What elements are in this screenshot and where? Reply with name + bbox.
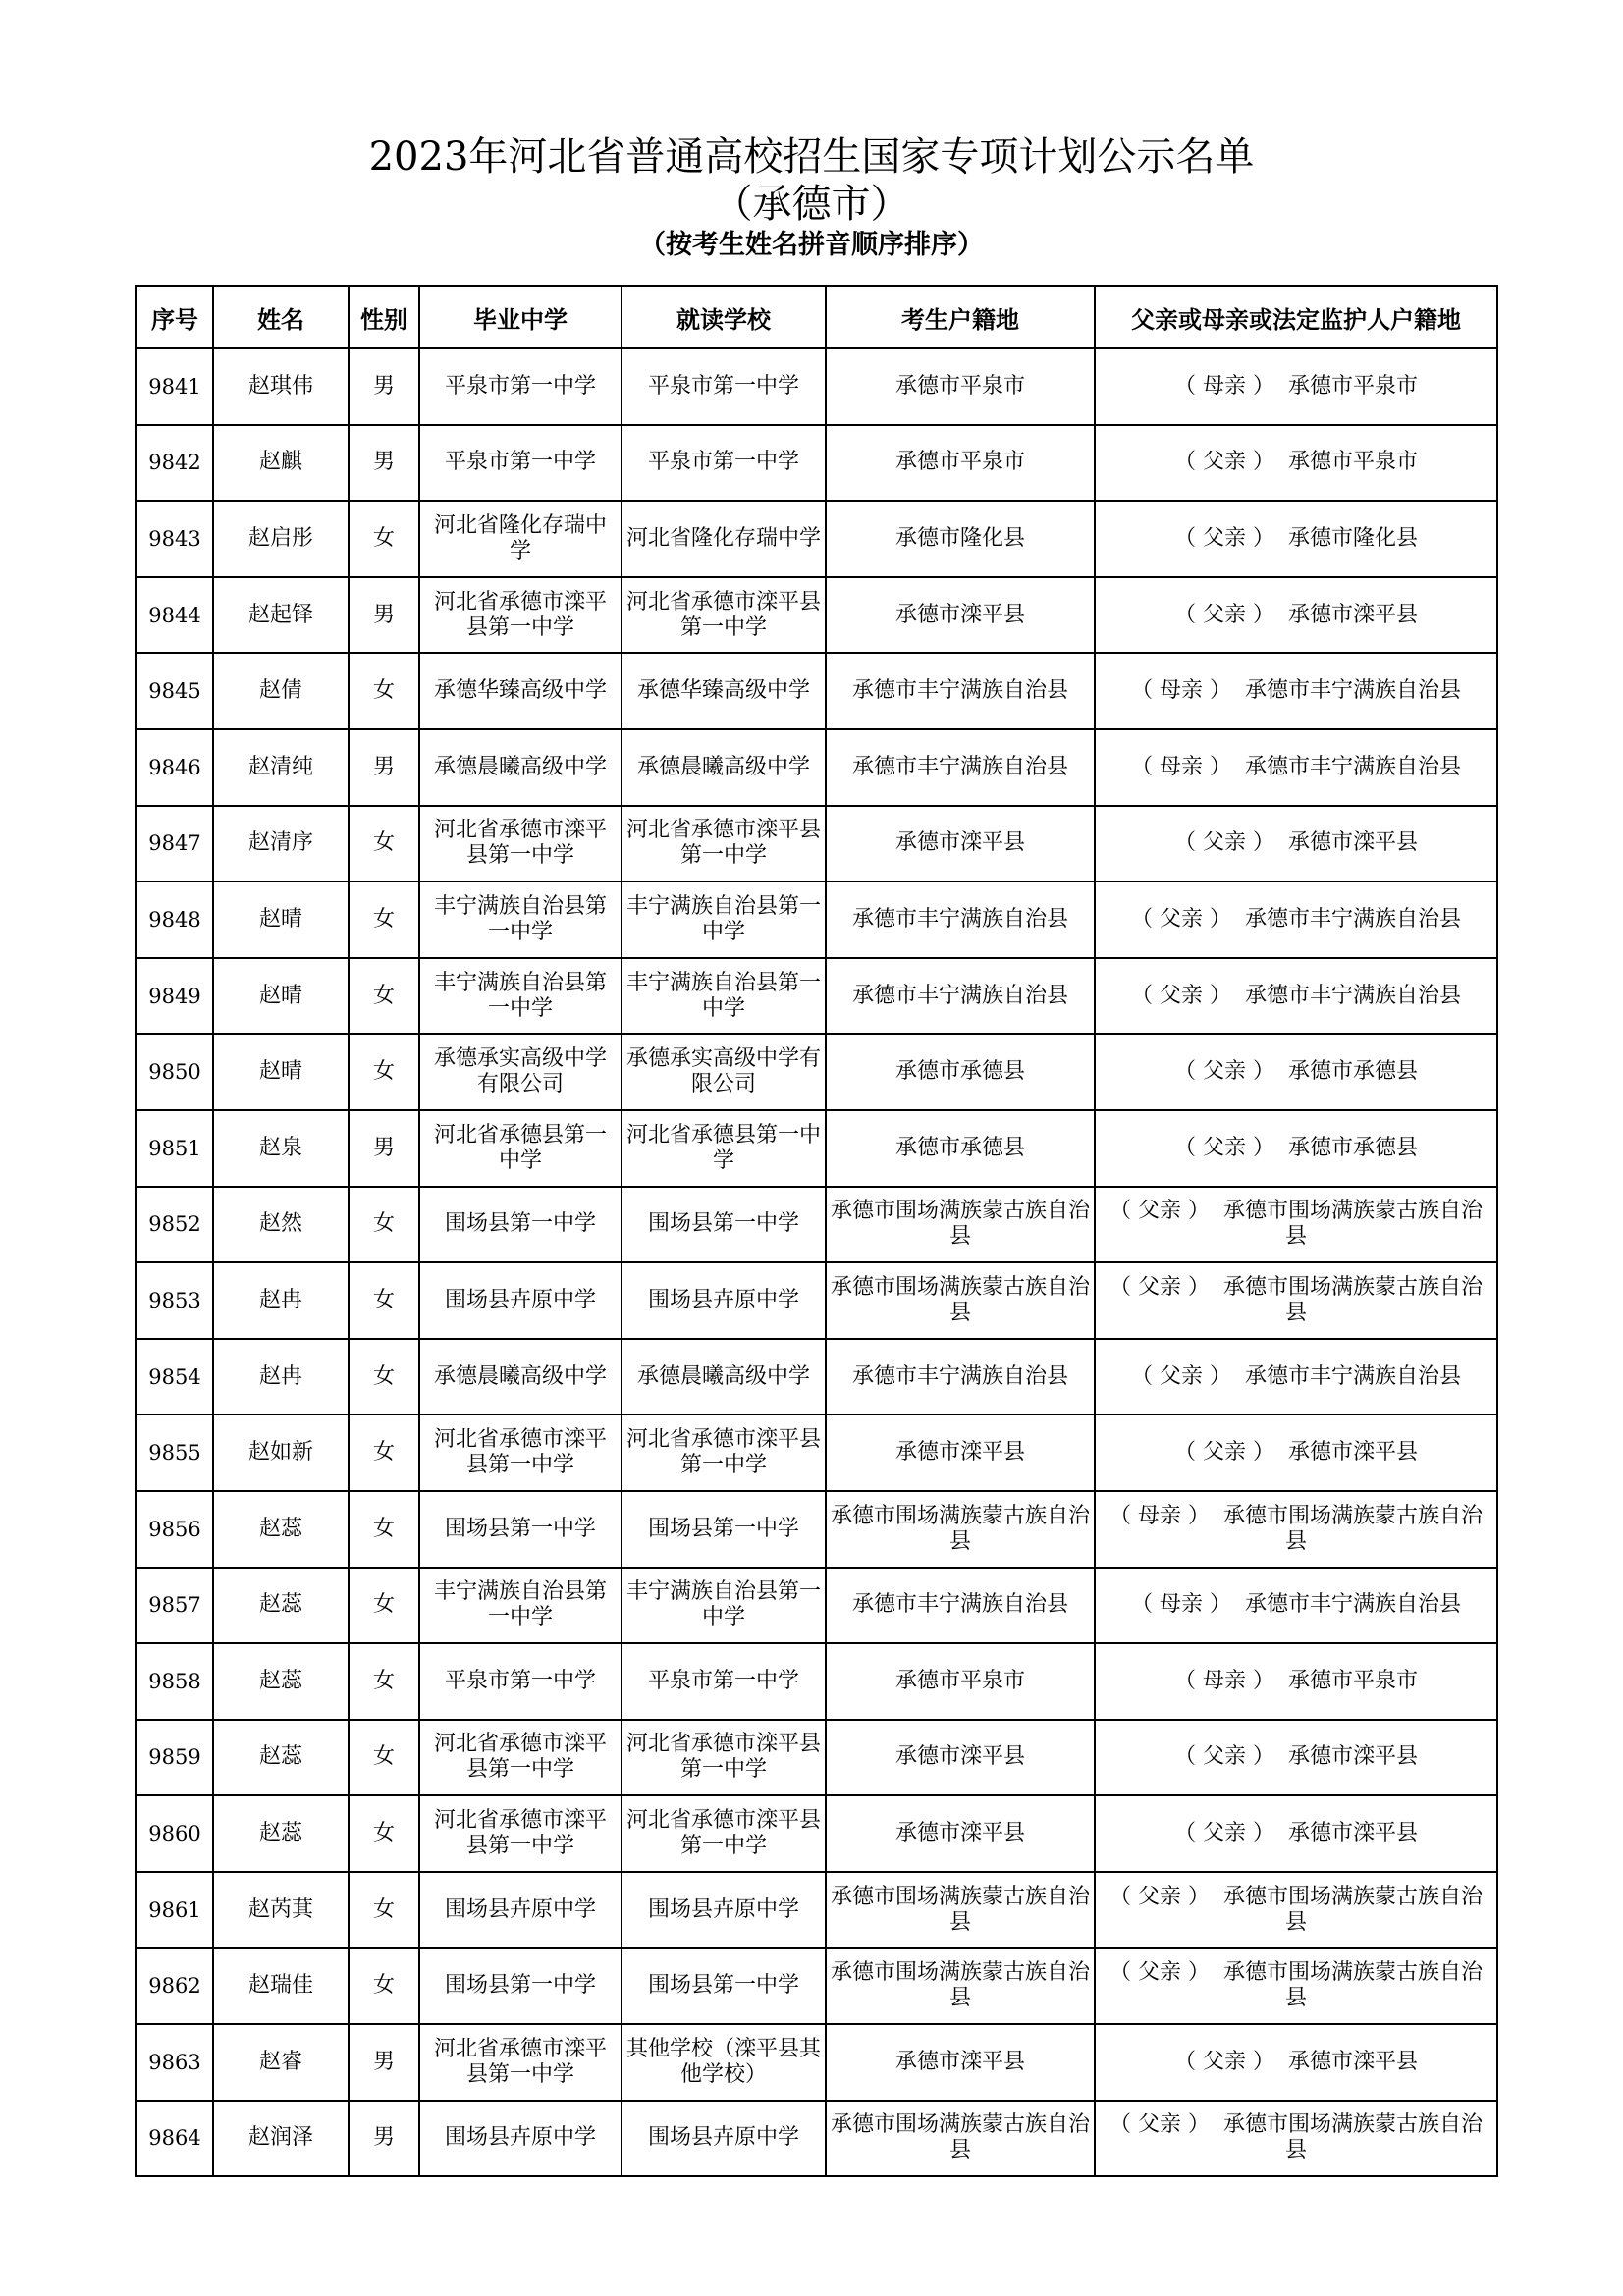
guardian-hukou-text: 承德市滦平县	[1287, 1821, 1418, 1846]
cell-current-school: 丰宁满族自治县第一中学	[622, 881, 826, 958]
cell-guardian-hukou	[1095, 577, 1497, 654]
sort-note: （按考生姓名拼音顺序排序）	[639, 230, 984, 260]
cell-gender: 男	[349, 2101, 419, 2177]
cell-seq: 9864	[136, 2101, 213, 2177]
cell-hukou: 承德市丰宁满族自治县	[826, 958, 1095, 1035]
cell-current-school: 围场县卉原中学	[622, 1872, 826, 1949]
col-header-hukou: 考生户籍地	[826, 286, 1095, 348]
cell-name: 赵晴	[213, 881, 349, 958]
cell-grad-school: 河北省承德市滦平县第一中学	[419, 2024, 622, 2101]
cell-current-school: 丰宁满族自治县第一中学	[622, 958, 826, 1035]
cell-grad-school: 河北省承德市滦平县第一中学	[419, 1720, 622, 1796]
col-header-grad-school: 毕业中学	[419, 286, 622, 348]
cell-name: 赵起铎	[213, 577, 349, 654]
cell-name: 赵冉	[213, 1262, 349, 1339]
cell-grad-school: 河北省承德县第一中学	[419, 1110, 622, 1187]
guardian-hukou-text: 承德市滦平县	[1287, 2049, 1418, 2074]
cell-grad-school: 承德晨曦高级中学	[419, 729, 622, 806]
cell-hukou: 承德市围场满族蒙古族自治县	[826, 1262, 1095, 1339]
cell-grad-school: 承德承实高级中学有限公司	[419, 1034, 622, 1110]
guardian-hukou-text: 承德市围场满族蒙古族自治县	[1222, 1960, 1483, 2011]
table-row	[136, 501, 1497, 577]
cell-current-school: 平泉市第一中学	[622, 348, 826, 425]
cell-guardian-hukou	[1095, 1720, 1497, 1796]
col-header-guardian-hukou: 父亲或母亲或法定监护人户籍地	[1095, 286, 1497, 348]
cell-current-school: 河北省承德市滦平县第一中学	[622, 1415, 826, 1491]
guardian-hukou-text: 承德市滦平县	[1287, 1744, 1418, 1770]
guardian-relation: （ 父亲 ）	[1109, 1960, 1210, 1986]
guardian-relation: （ 父亲 ）	[1109, 1884, 1210, 1909]
cell-seq: 9855	[136, 1415, 213, 1491]
guardian-hukou-text: 承德市丰宁满族自治县	[1244, 906, 1461, 932]
table-row	[136, 425, 1497, 502]
cell-grad-school: 河北省承德市滦平县第一中学	[419, 806, 622, 882]
cell-hukou: 承德市平泉市	[826, 425, 1095, 502]
cell-grad-school: 平泉市第一中学	[419, 348, 622, 425]
cell-seq: 9842	[136, 425, 213, 502]
cell-current-school: 围场县第一中学	[622, 1491, 826, 1568]
cell-gender: 女	[349, 1795, 419, 1872]
cell-hukou: 承德市围场满族蒙古族自治县	[826, 2101, 1095, 2177]
cell-grad-school: 围场县卉原中学	[419, 1872, 622, 1949]
guardian-relation: （ 母亲 ）	[1130, 678, 1231, 704]
cell-guardian-hukou	[1095, 1795, 1497, 1872]
cell-current-school: 其他学校（滦平县其他学校）	[622, 2024, 826, 2101]
cell-gender: 女	[349, 1872, 419, 1949]
guardian-hukou-text: 承德市平泉市	[1287, 373, 1418, 399]
cell-hukou: 承德市丰宁满族自治县	[826, 653, 1095, 729]
guardian-relation: （ 父亲 ）	[1109, 1199, 1210, 1224]
table-row	[136, 1568, 1497, 1644]
cell-gender: 女	[349, 501, 419, 577]
cell-seq: 9856	[136, 1491, 213, 1568]
cell-seq: 9849	[136, 958, 213, 1035]
guardian-relation: （ 父亲 ）	[1173, 450, 1274, 475]
cell-gender: 女	[349, 1568, 419, 1644]
guardian-relation: （ 父亲 ）	[1109, 2112, 1210, 2138]
roster-table	[135, 285, 1498, 2177]
cell-current-school: 河北省承德市滦平县第一中学	[622, 1720, 826, 1796]
cell-seq: 9843	[136, 501, 213, 577]
table-row	[136, 1262, 1497, 1339]
guardian-hukou-text: 承德市平泉市	[1287, 450, 1418, 475]
guardian-hukou-text: 承德市滦平县	[1287, 830, 1418, 856]
cell-name: 赵蕊	[213, 1795, 349, 1872]
cell-seq: 9862	[136, 1948, 213, 2024]
table-row	[136, 577, 1497, 654]
cell-name: 赵蕊	[213, 1568, 349, 1644]
cell-name: 赵清纯	[213, 729, 349, 806]
cell-seq: 9852	[136, 1187, 213, 1263]
guardian-relation: （ 父亲 ）	[1173, 1135, 1274, 1160]
table-row	[136, 348, 1497, 425]
cell-hukou: 承德市丰宁满族自治县	[826, 729, 1095, 806]
guardian-relation: （ 父亲 ）	[1109, 1274, 1210, 1300]
cell-current-school: 河北省承德市滦平县第一中学	[622, 806, 826, 882]
cell-name: 赵泉	[213, 1110, 349, 1187]
cell-hukou: 承德市滦平县	[826, 1795, 1095, 1872]
guardian-relation: （ 父亲 ）	[1173, 1821, 1274, 1846]
cell-guardian-hukou	[1095, 1262, 1497, 1339]
cell-gender: 男	[349, 1110, 419, 1187]
col-header-current-school: 就读学校	[622, 286, 826, 348]
cell-name: 赵倩	[213, 653, 349, 729]
cell-grad-school: 河北省隆化存瑞中学	[419, 501, 622, 577]
cell-guardian-hukou	[1095, 1948, 1497, 2024]
cell-seq: 9844	[136, 577, 213, 654]
cell-hukou: 承德市滦平县	[826, 577, 1095, 654]
guardian-hukou-text: 承德市滦平县	[1287, 1440, 1418, 1466]
cell-seq: 9853	[136, 1262, 213, 1339]
cell-hukou: 承德市承德县	[826, 1034, 1095, 1110]
cell-name: 赵晴	[213, 958, 349, 1035]
guardian-relation: （ 父亲 ）	[1173, 2049, 1274, 2074]
table-row	[136, 1339, 1497, 1415]
cell-hukou: 承德市滦平县	[826, 2024, 1095, 2101]
cell-hukou: 承德市围场满族蒙古族自治县	[826, 1491, 1095, 1568]
guardian-hukou-text: 承德市平泉市	[1287, 1668, 1418, 1693]
cell-guardian-hukou	[1095, 2024, 1497, 2101]
cell-current-school: 围场县第一中学	[622, 1187, 826, 1263]
col-header-gender: 性别	[349, 286, 419, 348]
guardian-hukou-text: 承德市围场满族蒙古族自治县	[1222, 1884, 1483, 1935]
cell-hukou: 承德市平泉市	[826, 348, 1095, 425]
cell-current-school: 承德华臻高级中学	[622, 653, 826, 729]
cell-seq: 9847	[136, 806, 213, 882]
cell-grad-school: 河北省承德市滦平县第一中学	[419, 1795, 622, 1872]
cell-name: 赵麒	[213, 425, 349, 502]
cell-name: 赵蕊	[213, 1720, 349, 1796]
page-subtitle: （承德市）	[713, 182, 910, 227]
cell-grad-school: 丰宁满族自治县第一中学	[419, 958, 622, 1035]
cell-guardian-hukou	[1095, 881, 1497, 958]
cell-gender: 男	[349, 348, 419, 425]
guardian-relation: （ 父亲 ）	[1130, 1363, 1231, 1389]
page-title: 2023年河北省普通高校招生国家专项计划公示名单	[368, 134, 1255, 180]
cell-gender: 男	[349, 729, 419, 806]
guardian-hukou-text: 承德市围场满族蒙古族自治县	[1222, 2112, 1483, 2163]
cell-name: 赵蕊	[213, 1643, 349, 1720]
cell-name: 赵蕊	[213, 1491, 349, 1568]
cell-name: 赵清序	[213, 806, 349, 882]
cell-grad-school: 平泉市第一中学	[419, 1643, 622, 1720]
cell-current-school: 河北省承德市滦平县第一中学	[622, 1795, 826, 1872]
table-header-row	[136, 286, 1497, 348]
table-row	[136, 1872, 1497, 1949]
guardian-hukou-text: 承德市滦平县	[1287, 602, 1418, 627]
cell-gender: 女	[349, 653, 419, 729]
table-row	[136, 958, 1497, 1035]
table-row	[136, 2024, 1497, 2101]
cell-current-school: 围场县卉原中学	[622, 2101, 826, 2177]
cell-seq: 9850	[136, 1034, 213, 1110]
cell-guardian-hukou	[1095, 1568, 1497, 1644]
cell-name: 赵睿	[213, 2024, 349, 2101]
table-row	[136, 2101, 1497, 2177]
cell-seq: 9841	[136, 348, 213, 425]
cell-name: 赵启彤	[213, 501, 349, 577]
guardian-hukou-text: 承德市丰宁满族自治县	[1244, 754, 1461, 779]
cell-guardian-hukou	[1095, 501, 1497, 577]
cell-guardian-hukou	[1095, 425, 1497, 502]
cell-gender: 男	[349, 2024, 419, 2101]
cell-gender: 女	[349, 1720, 419, 1796]
cell-guardian-hukou	[1095, 958, 1497, 1035]
cell-hukou: 承德市围场满族蒙古族自治县	[826, 1872, 1095, 1949]
cell-seq: 9846	[136, 729, 213, 806]
cell-guardian-hukou	[1095, 806, 1497, 882]
guardian-relation: （ 父亲 ）	[1173, 1059, 1274, 1085]
table-row	[136, 1948, 1497, 2024]
table-row	[136, 653, 1497, 729]
cell-current-school: 承德承实高级中学有限公司	[622, 1034, 826, 1110]
guardian-relation: （ 父亲 ）	[1173, 830, 1274, 856]
guardian-relation: （ 父亲 ）	[1173, 525, 1274, 551]
cell-grad-school: 河北省承德市滦平县第一中学	[419, 1415, 622, 1491]
guardian-hukou-text: 承德市丰宁满族自治县	[1244, 678, 1461, 704]
cell-guardian-hukou	[1095, 1110, 1497, 1187]
cell-seq: 9858	[136, 1643, 213, 1720]
cell-grad-school: 围场县卉原中学	[419, 1262, 622, 1339]
cell-hukou: 承德市丰宁满族自治县	[826, 1568, 1095, 1644]
cell-current-school: 平泉市第一中学	[622, 425, 826, 502]
cell-name: 赵瑞佳	[213, 1948, 349, 2024]
table-row	[136, 1491, 1497, 1568]
guardian-hukou-text: 承德市丰宁满族自治县	[1244, 1592, 1461, 1618]
cell-seq: 9851	[136, 1110, 213, 1187]
cell-gender: 男	[349, 577, 419, 654]
guardian-relation: （ 母亲 ）	[1173, 1668, 1274, 1693]
cell-current-school: 河北省承德县第一中学	[622, 1110, 826, 1187]
cell-current-school: 平泉市第一中学	[622, 1643, 826, 1720]
table-row	[136, 1034, 1497, 1110]
guardian-relation: （ 母亲 ）	[1130, 754, 1231, 779]
cell-current-school: 河北省隆化存瑞中学	[622, 501, 826, 577]
cell-gender: 男	[349, 425, 419, 502]
table-row	[136, 729, 1497, 806]
cell-hukou: 承德市滦平县	[826, 806, 1095, 882]
table-row	[136, 1643, 1497, 1720]
cell-guardian-hukou	[1095, 1415, 1497, 1491]
guardian-relation: （ 父亲 ）	[1173, 1440, 1274, 1466]
cell-grad-school: 围场县第一中学	[419, 1187, 622, 1263]
cell-name: 赵冉	[213, 1339, 349, 1415]
cell-gender: 女	[349, 1948, 419, 2024]
guardian-relation: （ 母亲 ）	[1109, 1503, 1210, 1528]
cell-gender: 女	[349, 881, 419, 958]
cell-seq: 9863	[136, 2024, 213, 2101]
cell-seq: 9859	[136, 1720, 213, 1796]
col-header-seq: 序号	[136, 286, 213, 348]
cell-guardian-hukou	[1095, 1339, 1497, 1415]
cell-guardian-hukou	[1095, 1643, 1497, 1720]
cell-grad-school: 围场县卉原中学	[419, 2101, 622, 2177]
table-body	[136, 348, 1497, 2176]
table-row	[136, 1415, 1497, 1491]
cell-grad-school: 丰宁满族自治县第一中学	[419, 881, 622, 958]
cell-grad-school: 平泉市第一中学	[419, 425, 622, 502]
table-row	[136, 1720, 1497, 1796]
cell-current-school: 承德晨曦高级中学	[622, 729, 826, 806]
cell-gender: 女	[349, 1415, 419, 1491]
cell-grad-school: 围场县第一中学	[419, 1948, 622, 2024]
cell-gender: 女	[349, 1187, 419, 1263]
cell-hukou: 承德市滦平县	[826, 1415, 1095, 1491]
cell-current-school: 围场县第一中学	[622, 1948, 826, 2024]
cell-current-school: 承德晨曦高级中学	[622, 1339, 826, 1415]
guardian-relation: （ 父亲 ）	[1173, 602, 1274, 627]
cell-gender: 女	[349, 1643, 419, 1720]
cell-grad-school: 丰宁满族自治县第一中学	[419, 1568, 622, 1644]
guardian-hukou-text: 承德市承德县	[1287, 1135, 1418, 1160]
cell-grad-school: 承德晨曦高级中学	[419, 1339, 622, 1415]
table-row	[136, 1187, 1497, 1263]
cell-seq: 9845	[136, 653, 213, 729]
cell-hukou: 承德市滦平县	[826, 1720, 1095, 1796]
cell-gender: 女	[349, 1262, 419, 1339]
cell-gender: 女	[349, 958, 419, 1035]
cell-name: 赵然	[213, 1187, 349, 1263]
guardian-relation: （ 父亲 ）	[1173, 1744, 1274, 1770]
cell-hukou: 承德市平泉市	[826, 1643, 1095, 1720]
table-row	[136, 1795, 1497, 1872]
guardian-hukou-text: 承德市隆化县	[1287, 525, 1418, 551]
cell-hukou: 承德市隆化县	[826, 501, 1095, 577]
table-row	[136, 806, 1497, 882]
cell-gender: 女	[349, 1491, 419, 1568]
guardian-hukou-text: 承德市丰宁满族自治县	[1244, 1363, 1461, 1389]
table-row	[136, 881, 1497, 958]
guardian-hukou-text: 承德市承德县	[1287, 1059, 1418, 1085]
cell-name: 赵润泽	[213, 2101, 349, 2177]
cell-hukou: 承德市围场满族蒙古族自治县	[826, 1187, 1095, 1263]
guardian-hukou-text: 承德市围场满族蒙古族自治县	[1222, 1503, 1483, 1554]
cell-name: 赵如新	[213, 1415, 349, 1491]
cell-hukou: 承德市丰宁满族自治县	[826, 1339, 1095, 1415]
cell-seq: 9861	[136, 1872, 213, 1949]
cell-guardian-hukou	[1095, 1034, 1497, 1110]
cell-guardian-hukou	[1095, 348, 1497, 425]
cell-guardian-hukou	[1095, 653, 1497, 729]
guardian-hukou-text: 承德市围场满族蒙古族自治县	[1222, 1274, 1483, 1325]
cell-seq: 9857	[136, 1568, 213, 1644]
cell-hukou: 承德市承德县	[826, 1110, 1095, 1187]
cell-current-school: 河北省承德市滦平县第一中学	[622, 577, 826, 654]
cell-gender: 女	[349, 806, 419, 882]
cell-seq: 9854	[136, 1339, 213, 1415]
cell-seq: 9860	[136, 1795, 213, 1872]
cell-guardian-hukou	[1095, 2101, 1497, 2177]
cell-guardian-hukou	[1095, 1491, 1497, 1568]
guardian-hukou-text: 承德市围场满族蒙古族自治县	[1222, 1199, 1483, 1250]
cell-gender: 女	[349, 1339, 419, 1415]
cell-grad-school: 围场县第一中学	[419, 1491, 622, 1568]
cell-name: 赵芮萁	[213, 1872, 349, 1949]
cell-grad-school: 承德华臻高级中学	[419, 653, 622, 729]
cell-name: 赵琪伟	[213, 348, 349, 425]
cell-name: 赵晴	[213, 1034, 349, 1110]
table-row	[136, 1110, 1497, 1187]
cell-grad-school: 河北省承德市滦平县第一中学	[419, 577, 622, 654]
guardian-relation: （ 母亲 ）	[1130, 1592, 1231, 1618]
cell-guardian-hukou	[1095, 1187, 1497, 1263]
col-header-name: 姓名	[213, 286, 349, 348]
guardian-relation: （ 父亲 ）	[1130, 983, 1231, 1008]
cell-hukou: 承德市丰宁满族自治县	[826, 881, 1095, 958]
guardian-hukou-text: 承德市丰宁满族自治县	[1244, 983, 1461, 1008]
cell-guardian-hukou	[1095, 1872, 1497, 1949]
cell-gender: 女	[349, 1034, 419, 1110]
cell-current-school: 丰宁满族自治县第一中学	[622, 1568, 826, 1644]
guardian-relation: （ 母亲 ）	[1173, 373, 1274, 399]
guardian-relation: （ 父亲 ）	[1130, 906, 1231, 932]
cell-guardian-hukou	[1095, 729, 1497, 806]
cell-current-school: 围场县卉原中学	[622, 1262, 826, 1339]
cell-hukou: 承德市围场满族蒙古族自治县	[826, 1948, 1095, 2024]
cell-seq: 9848	[136, 881, 213, 958]
